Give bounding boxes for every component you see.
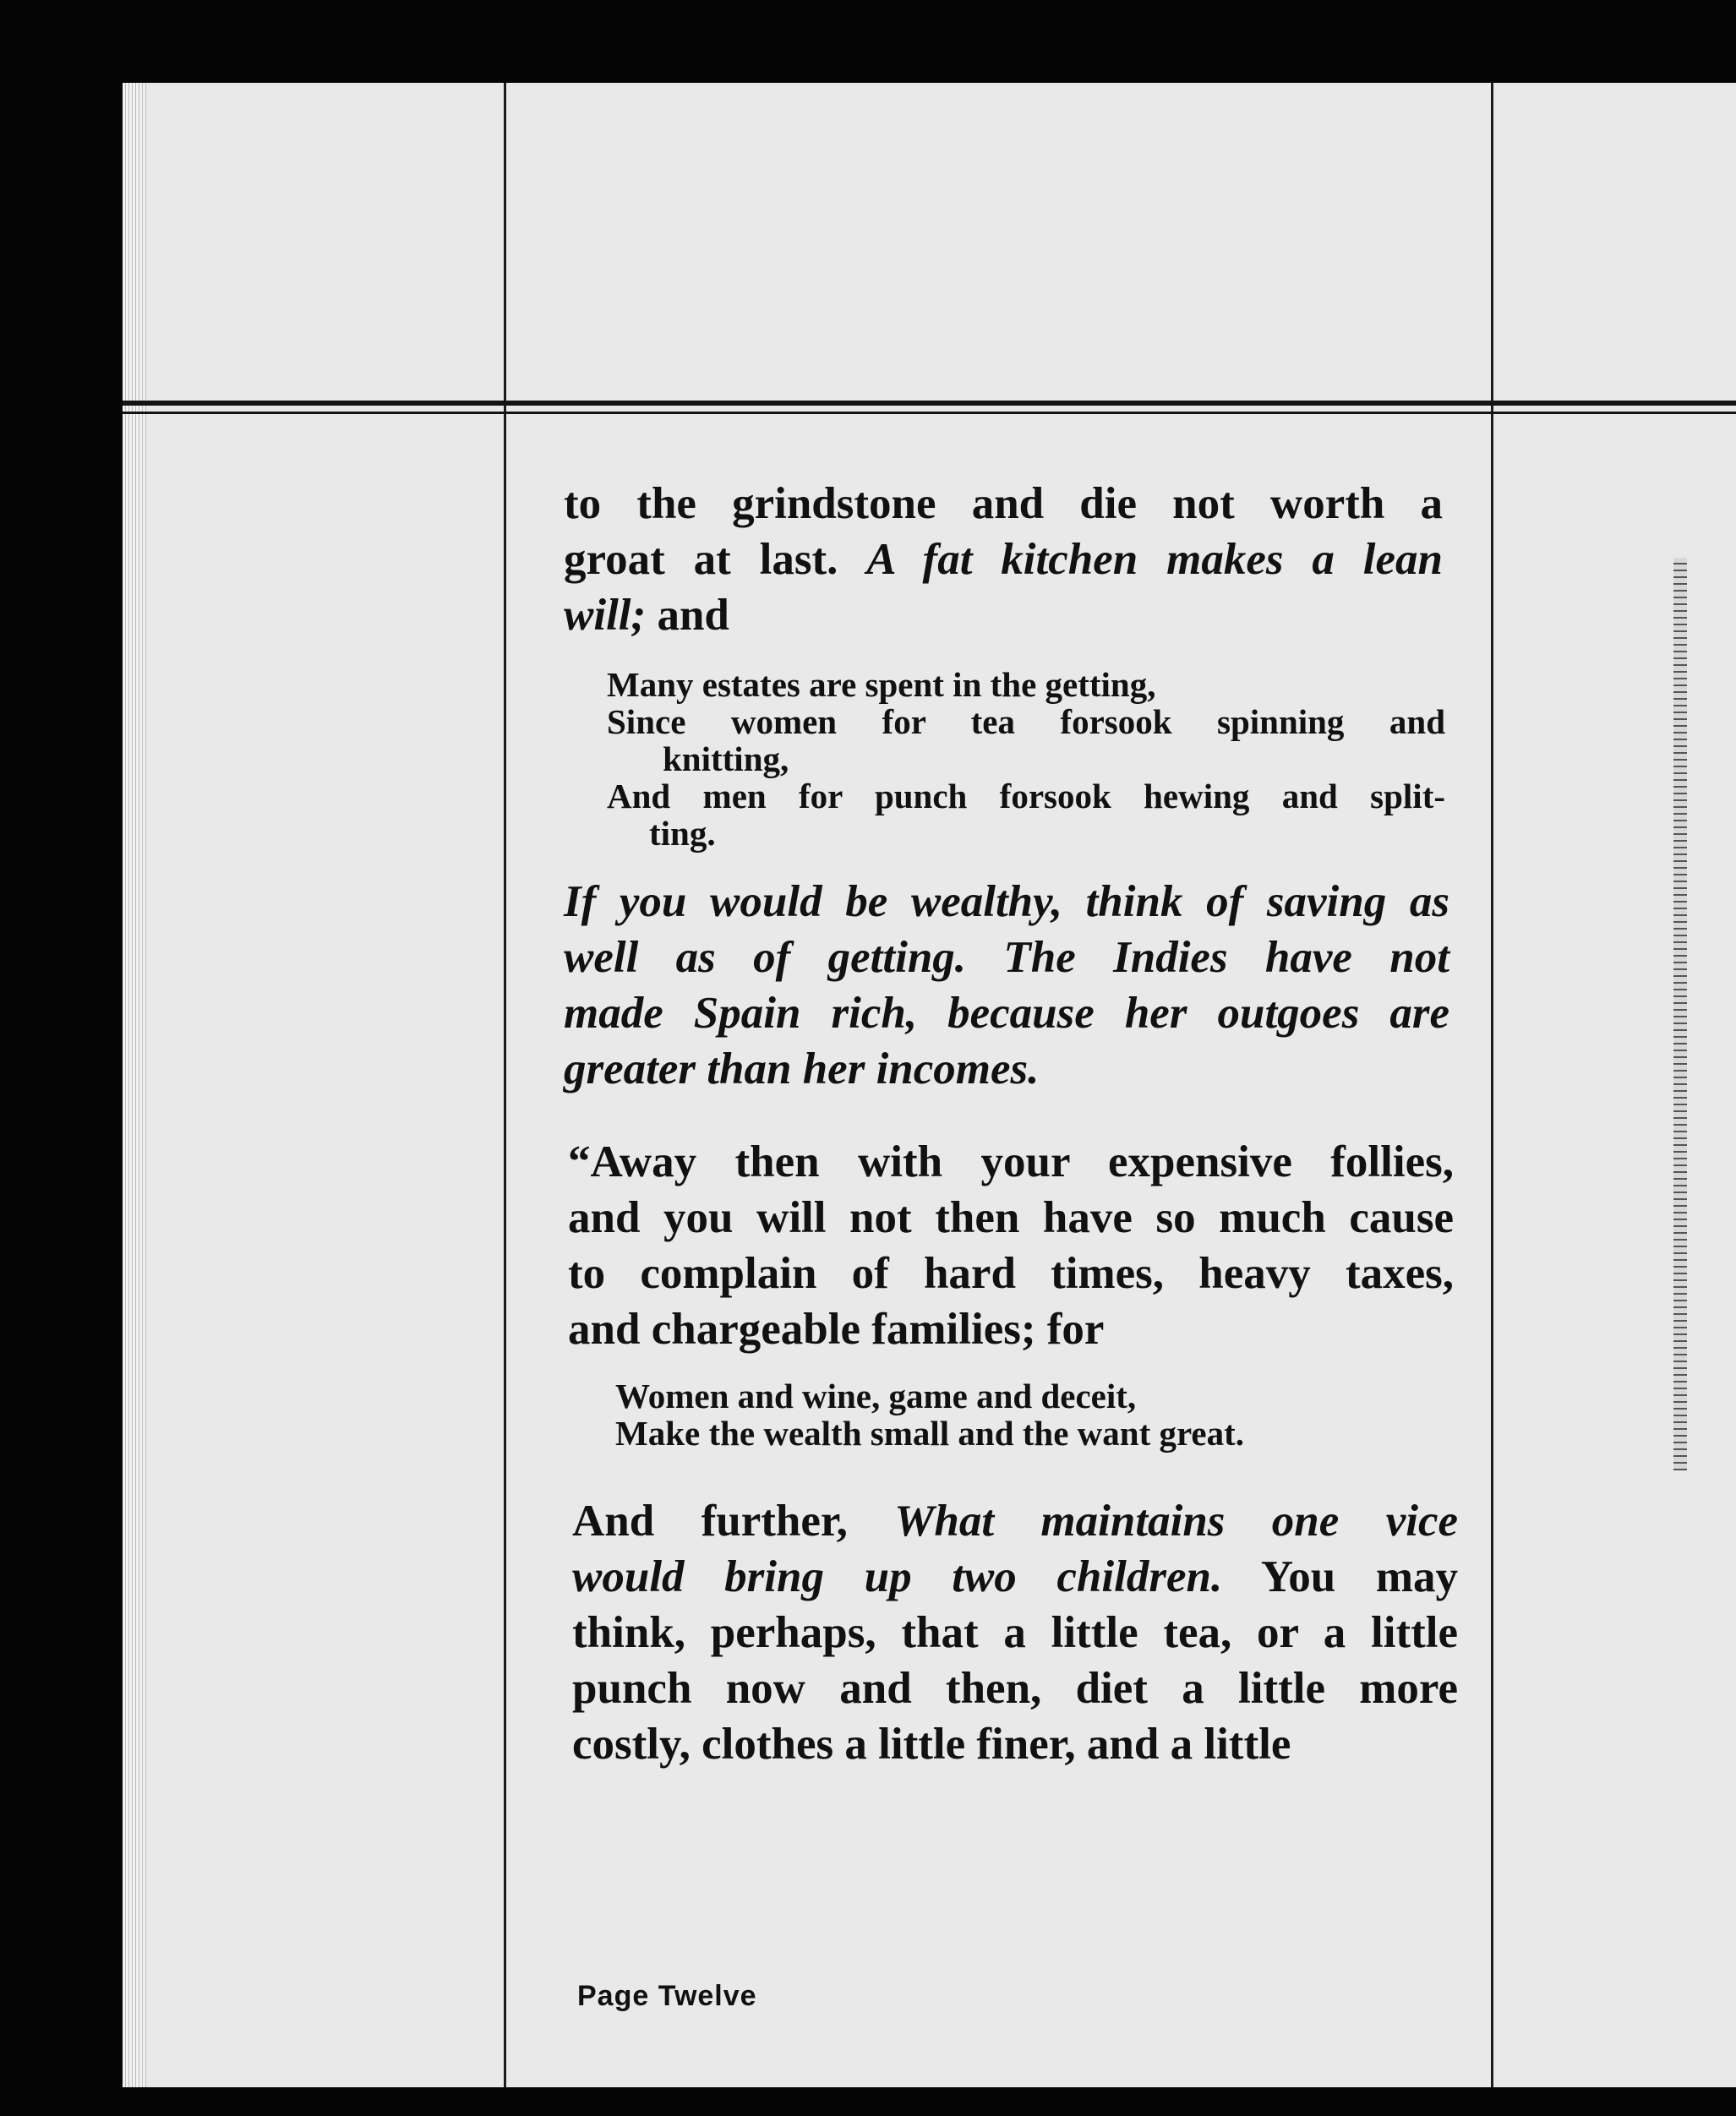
paragraph3-line <box>568 1301 1454 1357</box>
paragraph3-line <box>568 1190 1454 1246</box>
paragraph4-line <box>572 1716 1458 1772</box>
paragraph-2 <box>564 874 1449 1097</box>
italic-text: well as of getting. The Indies have not <box>564 933 1449 982</box>
paragraph2-line <box>564 985 1449 1041</box>
verse-1 <box>607 666 1445 852</box>
binding-strip <box>1673 558 1687 1470</box>
text-run: groat at last. <box>564 535 867 584</box>
paragraph4-line <box>572 1549 1458 1605</box>
italic-text: If you would be wealthy, think of saving as <box>564 877 1449 926</box>
verse-2-text <box>615 1377 1427 1452</box>
text-run: to complain of hard times, heavy taxes, <box>568 1249 1454 1298</box>
paragraph-1 <box>564 476 1443 643</box>
text-run: and you will not then have so much cause <box>568 1193 1454 1242</box>
italic-text: made Spain rich, because her outgoes are <box>564 989 1449 1038</box>
page-number: Page Twelve <box>577 1980 757 2012</box>
text-run: “Away then with your expensive follies, <box>568 1137 1454 1186</box>
right-margin-rule <box>1491 83 1493 2087</box>
italic-text: A fat kitchen makes a lean <box>866 535 1443 584</box>
verse2-line: Make the wealth small and the want great. <box>615 1414 1245 1453</box>
italic-text: What maintains one vice <box>894 1497 1458 1546</box>
verse1-line: ting. <box>649 814 716 853</box>
text-run: and chargeable families; for <box>568 1305 1105 1354</box>
paragraph-4 <box>572 1493 1458 1772</box>
verse1-line: Since women for tea forsook spinning and <box>607 702 1445 741</box>
text-run: and <box>646 591 729 640</box>
paragraph2-line <box>564 874 1449 930</box>
verse-1-text <box>607 666 1445 852</box>
paragraph-1-text <box>564 476 1443 643</box>
italic-text: would bring up two children. <box>572 1552 1223 1601</box>
text-run: think, perhaps, that a little tea, or a little <box>572 1608 1458 1657</box>
text-run: costly, clothes a little finer, and a little <box>572 1720 1291 1769</box>
paragraph4-line <box>572 1661 1458 1716</box>
paragraph4-line <box>572 1493 1458 1549</box>
paragraph1-line <box>564 532 1443 587</box>
text-run: punch now and then, diet a little more <box>572 1664 1458 1713</box>
paragraph2-line <box>564 1041 1449 1097</box>
verse1-line: Many estates are spent in the getting, <box>607 665 1156 704</box>
left-margin-rule <box>504 83 506 2087</box>
paragraph3-line <box>568 1134 1454 1190</box>
paragraph-3-text <box>568 1134 1454 1357</box>
verse-2 <box>615 1377 1427 1452</box>
paragraph-4-text <box>572 1493 1458 1772</box>
page-edges <box>123 83 146 2087</box>
paragraph1-line <box>564 587 1443 643</box>
paragraph2-line <box>564 930 1449 985</box>
paragraph3-line <box>568 1246 1454 1301</box>
italic-text: greater than her incomes. <box>564 1044 1040 1093</box>
text-run: And further, <box>572 1497 895 1546</box>
verse1-line: And men for punch forsook hewing and split- <box>607 777 1445 815</box>
header-rule-bottom <box>123 412 1736 414</box>
paragraph1-line <box>564 476 1443 532</box>
paragraph4-line <box>572 1605 1458 1661</box>
paragraph-2-text <box>564 874 1449 1097</box>
verse2-line: Women and wine, game and deceit, <box>615 1377 1137 1415</box>
text-run: to the grindstone and die not worth a <box>564 479 1443 528</box>
header-rule-top <box>123 401 1736 406</box>
paragraph-3 <box>568 1134 1454 1357</box>
text-run: You may <box>1222 1552 1459 1601</box>
verse1-line: knitting, <box>663 739 789 778</box>
italic-text: will; <box>564 591 647 640</box>
